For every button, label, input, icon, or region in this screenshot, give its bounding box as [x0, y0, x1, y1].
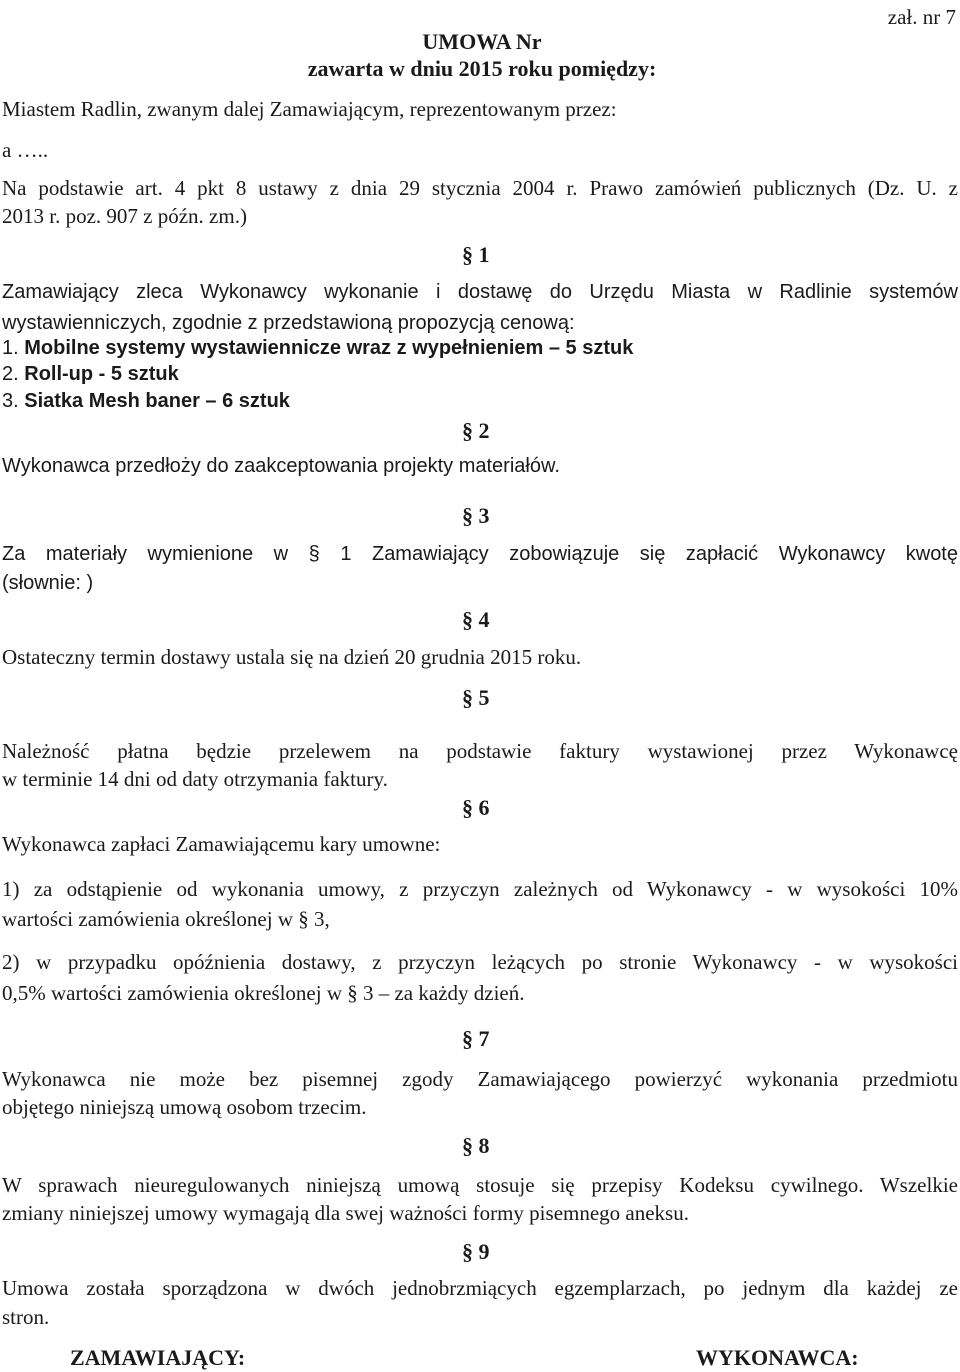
section-1-line-1: Zamawiający zleca Wykonawcy wykonanie i dostawę do Urzędu Miasta w Radlinie systemów — [2, 281, 958, 303]
item-number: 1. — [2, 337, 19, 359]
section-6-point-1-line-2: wartości zamówienia określonej w § 3, — [2, 907, 330, 931]
legal-basis-line-2: 2013 r. poz. 907 z późn. zm.) — [2, 204, 247, 228]
section-1-heading: § 1 — [462, 242, 490, 267]
contract-title: UMOWA Nr — [422, 29, 542, 54]
section-9-heading: § 9 — [462, 1239, 490, 1264]
section-8-line-2: zmiany niniejszej umowy wymagają dla swej ważności formy pisemnego aneksu. — [2, 1201, 689, 1225]
section-4-heading: § 4 — [462, 607, 490, 632]
signature-contractor: WYKONAWCA: — [696, 1345, 859, 1370]
item-text: Mobilne systemy wystawiennicze wraz z wypełnieniem – 5 sztuk — [24, 337, 634, 359]
contract-subtitle: zawarta w dniu 2015 roku pomiędzy: — [307, 56, 657, 81]
section-5-heading: § 5 — [462, 685, 490, 710]
section-2-text: Wykonawca przedłoży do zaakceptowania projekty materiałów. — [2, 455, 560, 477]
section-1-item-1 — [2, 338, 633, 358]
attachment-label: zał. nr 7 — [887, 5, 956, 29]
section-5-line-1: Należność płatna będzie przelewem na podstawie faktury wystawionej przez Wykonawcę — [2, 739, 958, 763]
section-1-item-2 — [2, 364, 179, 384]
section-2-heading: § 2 — [462, 418, 490, 443]
party-line: Miastem Radlin, zwanym dalej Zamawiającym, reprezentowanym przez: — [2, 97, 617, 121]
section-7-heading: § 7 — [462, 1026, 490, 1051]
item-text: Siatka Mesh baner – 6 sztuk — [24, 390, 290, 412]
section-1-item-3 — [2, 391, 290, 411]
representative-line: a ….. — [2, 138, 49, 162]
section-6-intro: Wykonawca zapłaci Zamawiającemu kary umowne: — [2, 832, 441, 856]
section-3-line-1: Za materiały wymienione w § 1 Zamawiający zobowiązuje się zapłacić Wykonawcy kwotę — [2, 543, 958, 565]
section-7-line-2: objętego niniejszą umową osobom trzecim. — [2, 1095, 367, 1119]
section-9-line-1: Umowa została sporządzona w dwóch jednobrzmiących egzemplarzach, po jednym dla każdej ze — [2, 1276, 958, 1300]
section-6-point-1-line-1: 1) za odstąpienie od wykonania umowy, z przyczyn zależnych od Wykonawcy - w wysokości 10% — [2, 877, 958, 901]
legal-basis-line-1: Na podstawie art. 4 pkt 8 ustawy z dnia 29 stycznia 2004 r. Prawo zamówień publicznych (Dz. U. z — [2, 176, 958, 200]
item-text: Roll-up - 5 sztuk — [24, 363, 179, 385]
item-number: 3. — [2, 390, 19, 412]
section-3-heading: § 3 — [462, 503, 490, 528]
section-4-text: Ostateczny termin dostawy ustala się na dzień 20 grudnia 2015 roku. — [2, 645, 582, 669]
section-8-line-1: W sprawach nieuregulowanych niniejszą umową stosuje się przepisy Kodeksu cywilnego. Wszelkie — [2, 1173, 958, 1197]
section-1-line-2: wystawienniczych, zgodnie z przedstawioną propozycją cenową: — [2, 312, 575, 334]
item-number: 2. — [2, 363, 19, 385]
section-6-point-2-line-1: 2) w przypadku opóźnienia dostawy, z przyczyn leżących po stronie Wykonawcy - w wysokości — [2, 950, 958, 974]
section-9-line-2: stron. — [2, 1305, 50, 1329]
signature-ordering-party: ZAMAWIAJĄCY: — [70, 1345, 246, 1370]
section-8-heading: § 8 — [462, 1133, 490, 1158]
section-6-heading: § 6 — [462, 795, 490, 820]
section-6-point-2-line-2: 0,5% wartości zamówienia określonej w § 3 – za każdy dzień. — [2, 981, 525, 1005]
section-3-line-2: (słownie: ) — [2, 572, 94, 594]
section-5-line-2: w terminie 14 dni od daty otrzymania faktury. — [2, 767, 388, 791]
section-7-line-1: Wykonawca nie może bez pisemnej zgody Zamawiającego powierzyć wykonania przedmiotu — [2, 1067, 958, 1091]
